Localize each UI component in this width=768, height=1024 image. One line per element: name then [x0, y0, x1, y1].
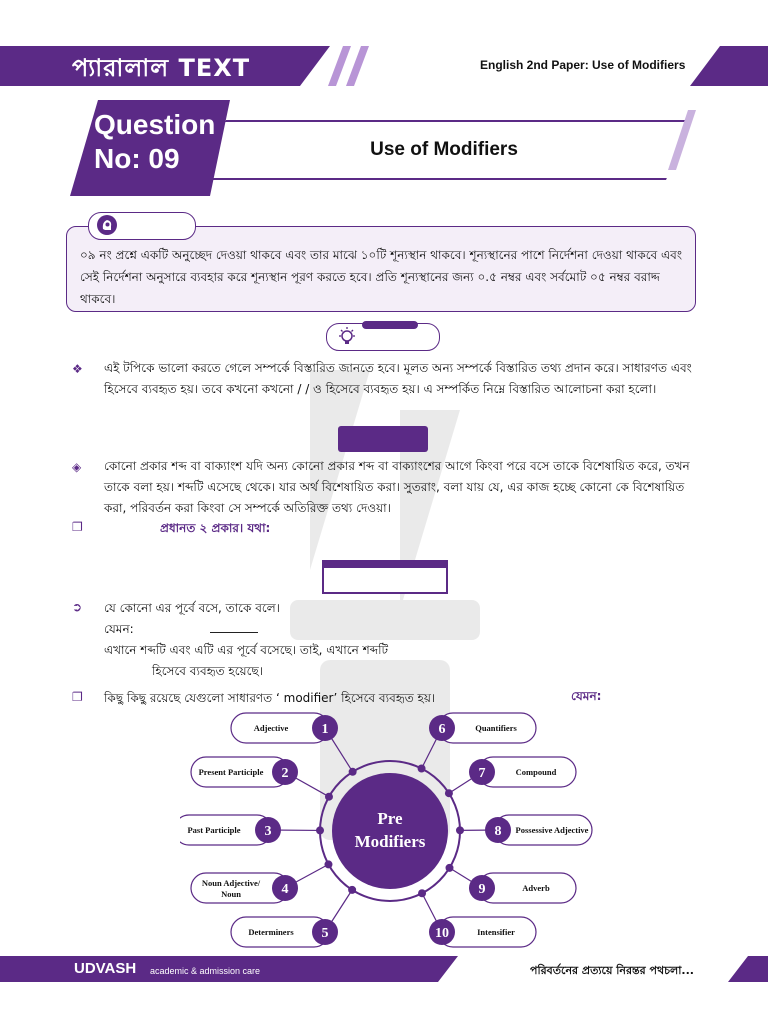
footer-tagline: academic & admission care [150, 966, 261, 976]
node-number: 2 [281, 766, 289, 781]
tip-bar [362, 321, 418, 329]
pre-modifier-list-intro: কিছু কিছু রয়েছে যেগুলো সাধারণত ‘ modifier’ হিসেবে ব্যবহৃত হয়। [104, 691, 436, 705]
node-label: Quantifiers [475, 723, 517, 733]
node-number: 9 [478, 882, 486, 897]
head-bulb-icon [96, 214, 118, 236]
node-number: 4 [281, 882, 289, 897]
node-label: Noun [221, 889, 241, 899]
arrow-bullet-icon: ➲ [72, 600, 83, 614]
node-number: 10 [435, 926, 449, 941]
diagram-center-circle [332, 773, 448, 889]
checkbox-bullet-icon: ❐ [72, 520, 83, 534]
definition-paragraph: কোনো প্রকার শব্দ বা বাক্যাংশ যদি অন্য কোনো প্রকার শব্দ বা বাক্যাংশের আগে কিংবা পরে বসে তাকে বিশেষায়িত করে, তখন তাকে বলা হয়। শব্দটি এসেছে থেকে। যার অর্থ বিশেষায়িত করা। সুতরাং, বলা যায় যে, এর কাজ হচ্ছে কোনো কে বিশেষায়িত করা, পরিবর্তন করা কিংবা সে সম্পর্কে অতিরিক্ত তথ্য দেওয়া। [104, 459, 690, 515]
pre-modifiers-diagram [180, 706, 600, 958]
question-no: No: 09 [94, 143, 180, 174]
node-number: 6 [438, 722, 446, 737]
footer-slogan: পরিবর্তনের প্রত্যয়ে নিরন্তর পথচলা... [530, 964, 694, 977]
pre-modifier-paragraph [104, 598, 704, 682]
node-label: Determiners [248, 927, 294, 937]
intro-paragraph: এই টপিকে ভালো করতে গেলে সম্পর্কে বিস্তারিত জানতে হবে। মূলত অন্য সম্পর্কে বিস্তারিত তথ্য প্রদান করে। সাধারণত এবং হিসেবে ব্যবহৃত হয়। তবে কখনো কখনো / / ও হিসেবে ব্যবহৃত হয়। এ সম্পর্কিত নিম্নে বিস্তারিত আলোচনা করা হলো। [104, 361, 692, 396]
diamond-bullet-icon: ◈ [72, 460, 82, 474]
example-label: যেমন: [104, 622, 134, 636]
page-header-title: English 2nd Paper: Use of Modifiers [480, 58, 686, 72]
checkbox-bullet-icon: ❐ [72, 690, 83, 704]
node-label: Adverb [522, 883, 550, 893]
diamond-bullet-icon: ❖ [72, 362, 83, 376]
node-number: 3 [264, 824, 272, 839]
subsection-label-box [322, 566, 448, 594]
node-number: 7 [478, 766, 486, 781]
node-number: 8 [494, 824, 502, 839]
center-label-line2: Modifiers [354, 832, 426, 851]
node-number: 5 [321, 926, 329, 941]
node-label: Possessive Adjective [515, 825, 589, 835]
example-label: যেমন: [571, 689, 602, 703]
node-label: Past Participle [187, 825, 241, 835]
lightbulb-icon [336, 326, 358, 348]
brand-logo: প্যারালাল TEXT [72, 54, 251, 82]
example-explanation: এখানে শব্দটি এবং এটি এর পূর্বে বসেছে। তাই, এখানে শব্দটি [104, 643, 389, 657]
pre-modifier-definition: যে কোনো এর পূর্বে বসে, তাকে বলে। [104, 601, 280, 615]
question-label: Question [94, 109, 216, 140]
node-label: Intensifier [477, 927, 515, 937]
node-label: Present Participle [198, 767, 264, 777]
question-number [94, 108, 215, 176]
footer-logo: UDVASH [74, 960, 137, 977]
question-title: Use of Modifiers [370, 139, 518, 160]
example-underline [210, 632, 258, 633]
types-intro: প্রধানত ২ প্রকার। যথা: [160, 521, 271, 535]
section-heading-bar [338, 426, 428, 452]
info-text: ০৯ নং প্রশ্নে একটি অনুচ্ছেদ দেওয়া থাকবে এবং তার মাঝে ১০টি শূন্যস্থান থাকবে। শূন্যস্থানের পাশে নির্দেশনা দেওয়া থাকবে এবং সেই নির্দেশনা অনুসারে ব্যবহার করে শূন্যস্থান পূরণ করতে হবে। প্রতি শূন্যস্থানের জন্য ০.৫ নম্বর এবং সর্বমোট ০৫ নম্বর বরাদ্দ থাকবে। [80, 248, 683, 306]
header-stripes [318, 46, 378, 86]
center-label-line1: Pre [377, 809, 403, 828]
node-label: Noun Adjective/ [201, 878, 261, 888]
node-label: Compound [515, 767, 557, 777]
example-explanation-cont: হিসেবে ব্যবহৃত হয়েছে। [152, 664, 264, 678]
node-number: 1 [321, 722, 329, 737]
node-label: Adjective [253, 723, 289, 733]
